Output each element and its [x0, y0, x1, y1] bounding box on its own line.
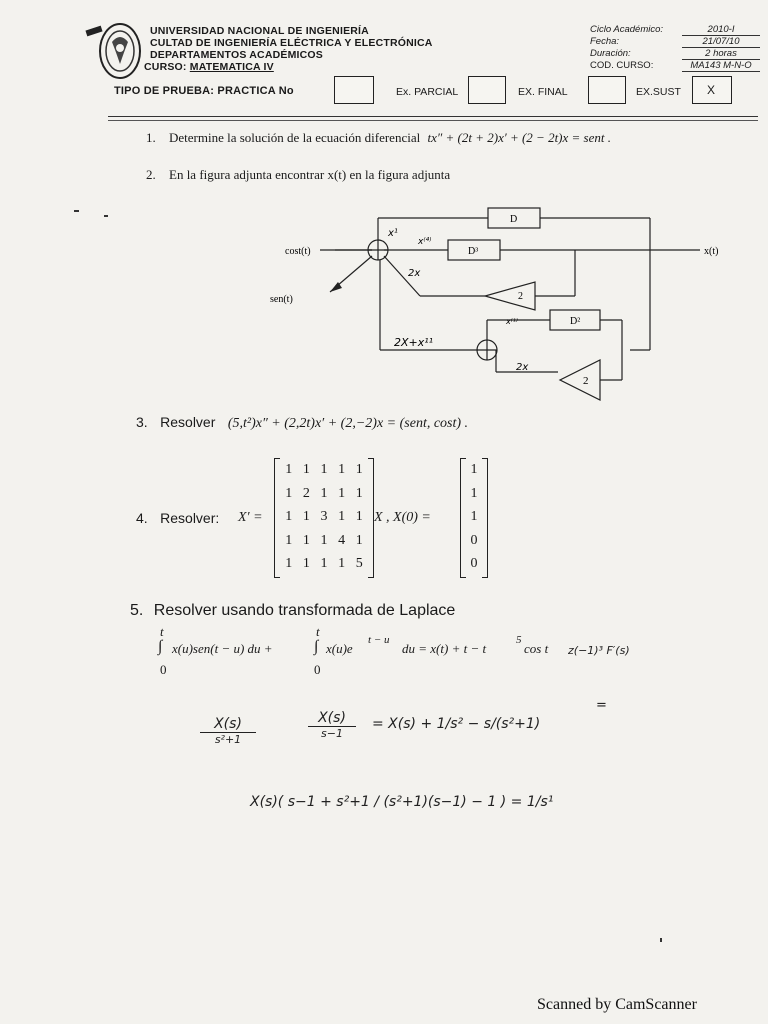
meta-row	[590, 24, 760, 36]
int1-body: x(u)sen(t − u) du +	[172, 641, 273, 656]
q5-exp2: 5	[516, 634, 522, 646]
diagram-xt-label: x(t)	[704, 246, 719, 257]
meta-label: Ciclo Académico:	[590, 24, 664, 35]
practice-number-box	[334, 76, 374, 104]
meta-row	[590, 48, 760, 60]
header-department: DEPARTAMENTOS ACADÉMICOS	[150, 49, 323, 61]
matrix-cell: 1	[320, 485, 328, 501]
ex-parcial-label: Ex. PARCIAL	[396, 86, 459, 98]
vector-cell: 1	[470, 509, 478, 525]
ex-final-label: EX. FINAL	[518, 86, 568, 98]
question-5	[130, 602, 455, 620]
matrix-cell: 1	[302, 509, 310, 525]
meta-value: 2 horas	[682, 48, 760, 60]
header-course	[144, 61, 274, 73]
diagram-sen-label: sen(t)	[270, 294, 293, 305]
frac2-num: X(s)	[308, 710, 356, 727]
q3-text: Resolver	[160, 414, 216, 430]
hand-x4: x⁽⁴⁾	[418, 237, 432, 247]
q1-equation: tx″ + (2t + 2)x′ + (2 − 2t)x = sent .	[427, 130, 611, 145]
matrix-cell: 1	[285, 556, 293, 572]
footer-watermark: Scanned by CamScanner	[537, 996, 697, 1013]
matrix-cell: 1	[355, 485, 363, 501]
matrix-cell: 5	[355, 556, 363, 572]
scan-mark	[660, 938, 662, 942]
course-label: CURSO:	[144, 61, 187, 73]
meta-label: Duración:	[590, 48, 631, 59]
matrix-cell: 1	[338, 556, 346, 572]
q5-rest: du = x(t) + t − t	[402, 641, 487, 656]
header-faculty: CULTAD DE INGENIERÍA ELÉCTRICA Y ELECTRÓNICA	[150, 37, 433, 49]
block-diagram	[260, 200, 740, 410]
matrix-cell: 1	[285, 509, 293, 525]
hand-2x-top: 2x	[408, 268, 421, 279]
course-value: MATEMATICA IV	[189, 61, 274, 73]
q3-number: 3.	[136, 414, 148, 430]
matrix-cell: 1	[285, 462, 293, 477]
university-seal	[98, 22, 142, 80]
matrix-cell: 1	[355, 462, 363, 477]
test-type-label: TIPO DE PRUEBA: PRACTICA No	[114, 85, 294, 97]
q5-cos: cos t	[524, 641, 549, 656]
matrix-cell: 1	[338, 485, 346, 501]
frac1-num: X(s)	[200, 716, 256, 733]
vector-cell: 1	[470, 485, 478, 501]
gain-2-bottom: 2	[583, 375, 589, 387]
meta-value: 2010-I	[682, 24, 760, 36]
initial-vector	[460, 458, 488, 578]
meta-label: Fecha:	[590, 36, 620, 47]
matrix-cell: 1	[302, 532, 310, 548]
question-4-label	[136, 510, 219, 528]
block-D3: D³	[468, 246, 479, 257]
int2-body: x(u)e	[326, 641, 353, 656]
ex-parcial-box	[468, 76, 506, 104]
vector-cell: 0	[470, 532, 478, 548]
ex-final-box	[588, 76, 626, 104]
header-divider	[108, 120, 758, 121]
meta-row	[590, 60, 760, 72]
ex-sust-mark: X	[707, 83, 716, 97]
int2-lower: 0	[314, 662, 321, 677]
header-divider	[108, 116, 758, 117]
diagram-cos-label: cost(t)	[285, 246, 311, 257]
meta-row	[590, 36, 760, 48]
hand-x1-mid: x⁽¹⁾	[506, 317, 518, 326]
q4-text: Resolver:	[160, 510, 220, 526]
block-D: D	[510, 214, 518, 225]
question-3	[136, 414, 468, 432]
q5-equation	[158, 624, 578, 680]
frac2-den: s−1	[321, 727, 343, 740]
matrix-cell: 1	[338, 509, 346, 525]
q2-text: En la figura adjunta encontrar x(t) en la figura adjunta	[169, 167, 451, 182]
meta-value: MA143 M-N-O	[682, 60, 760, 72]
hand-x1: x¹	[388, 228, 398, 239]
q2-number: 2.	[146, 167, 156, 182]
int2-upper: t	[316, 624, 320, 639]
hand-2x-bottom: 2x	[516, 362, 529, 373]
matrix-cell: 1	[320, 532, 328, 548]
scan-mark	[74, 210, 79, 212]
matrix-a	[274, 458, 374, 578]
meta-block	[590, 24, 760, 72]
meta-value: 21/07/10	[682, 36, 760, 48]
header-university: UNIVERSIDAD NACIONAL DE INGENIERÍA	[150, 25, 369, 37]
matrix-cell: 1	[320, 462, 328, 477]
hand-frac2	[308, 710, 356, 740]
ex-sust-label: EX.SUST	[636, 86, 681, 98]
q4-rhs: X , X(0) =	[374, 510, 431, 525]
q4-lhs: X′ =	[238, 510, 263, 525]
scan-mark	[104, 215, 108, 217]
int1-upper: t	[160, 624, 164, 639]
ex-sust-box	[692, 76, 732, 104]
hand-eq-rhs: = X(s) + 1/s² − s/(s²+1)	[372, 716, 541, 732]
vector-cell: 0	[470, 556, 478, 572]
integral-sign: ∫	[314, 638, 319, 655]
meta-label: COD. CURSO:	[590, 60, 654, 71]
matrix-cell: 1	[355, 532, 363, 548]
integral-sign: ∫	[158, 638, 163, 655]
matrix-cell: 1	[285, 485, 293, 501]
q3-equation: (5,t²)x″ + (2,2t)x′ + (2,−2)x = (sent, cost) .	[227, 416, 469, 431]
side-note: z(−1)³ F′(s)	[568, 644, 630, 657]
frac1-den: s²+1	[214, 733, 242, 746]
hand-eq-sign: =	[596, 698, 607, 713]
hand-frac1	[200, 716, 256, 746]
gain-2-top: 2	[518, 291, 523, 302]
vector-grid	[466, 458, 482, 576]
matrix-cell: 1	[338, 462, 346, 477]
hand-2x-plus: 2X+x¹¹	[394, 336, 434, 349]
matrix-grid	[280, 458, 368, 576]
int2-exponent: t − u	[368, 634, 390, 646]
matrix-cell: 1	[285, 532, 293, 548]
q4-number: 4.	[136, 510, 148, 526]
matrix-cell: 1	[302, 462, 310, 477]
matrix-cell: 2	[302, 485, 310, 501]
q5-number: 5.	[130, 602, 144, 619]
block-D2: D²	[570, 316, 581, 327]
q1-text: Determine la solución de la ecuación diferencial	[169, 130, 421, 145]
matrix-cell: 1	[320, 556, 328, 572]
matrix-cell: 3	[320, 509, 328, 525]
question-2	[146, 167, 450, 183]
matrix-cell: 4	[338, 532, 346, 548]
question-1	[146, 130, 611, 146]
int1-lower: 0	[160, 662, 167, 677]
vector-cell: 1	[470, 462, 478, 477]
q1-number: 1.	[146, 130, 156, 145]
hand-line2: X(s)( s−1 + s²+1 / (s²+1)(s−1) − 1 ) = 1/s¹	[250, 794, 554, 810]
matrix-cell: 1	[355, 509, 363, 525]
matrix-cell: 1	[302, 556, 310, 572]
q5-text: Resolver usando transformada de Laplace	[153, 602, 456, 619]
